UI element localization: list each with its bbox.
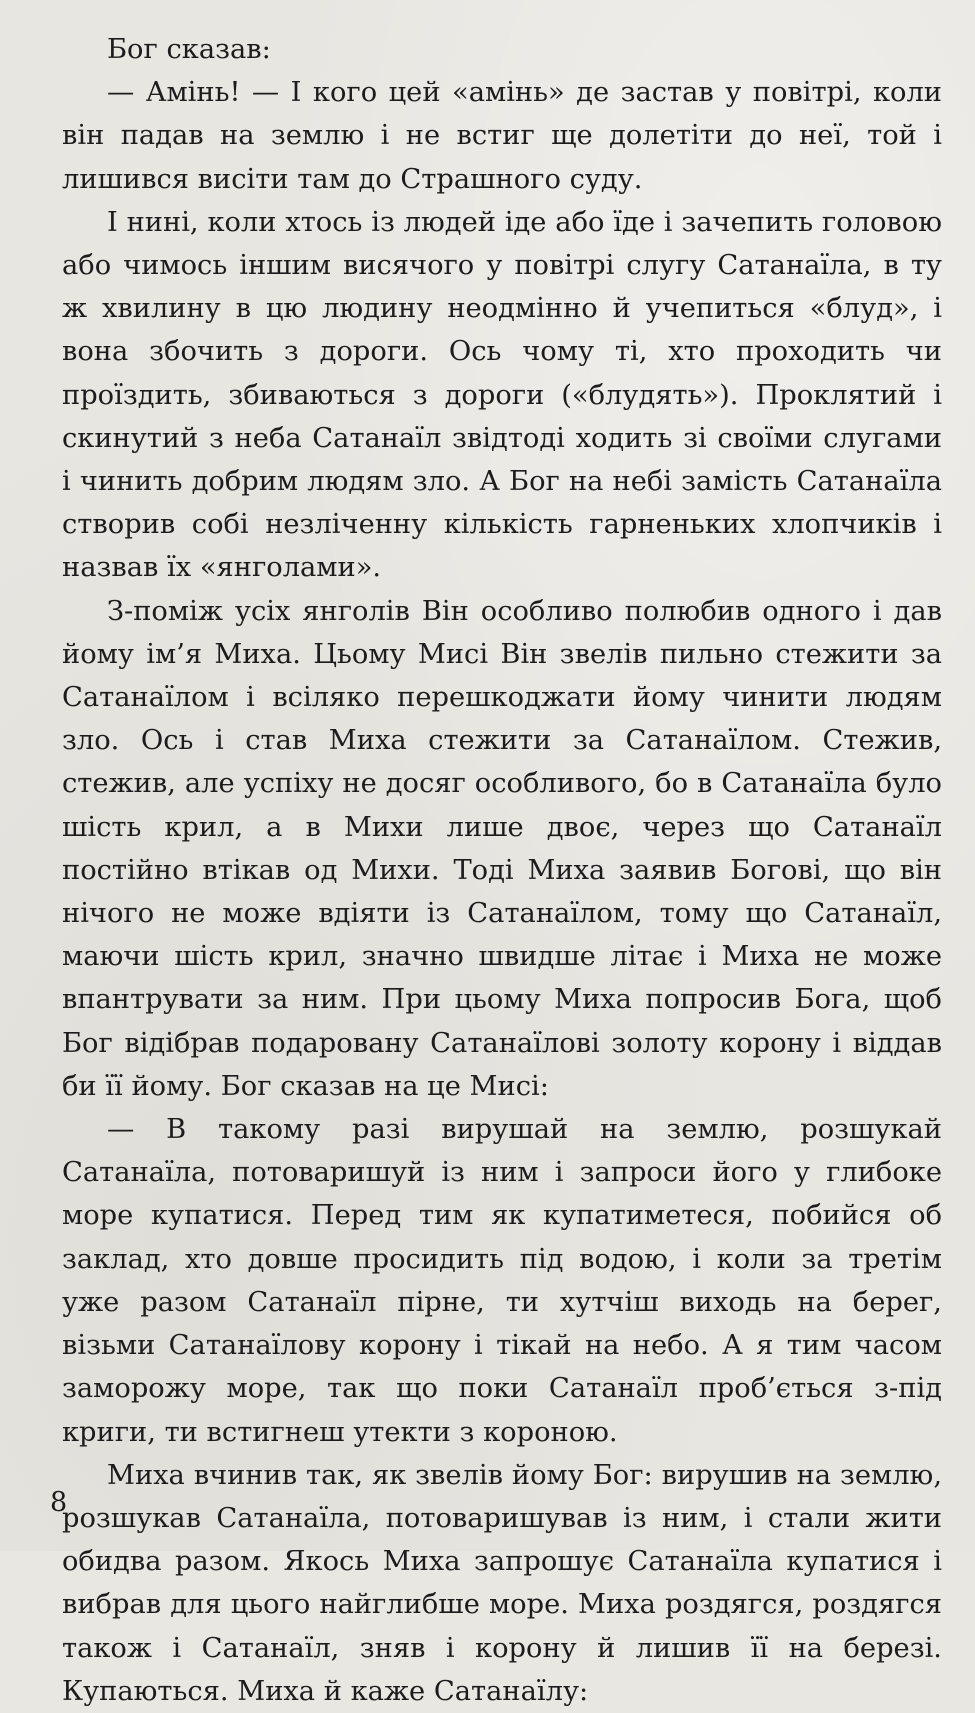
paragraph: — Амінь! — І кого цей «амінь» де застав у повітрі, коли він падав на землю і не встиг ще долетіти до неї, той і лишився висіти там до Страшного суду. — [62, 77, 942, 195]
paragraph: І нині, коли хтось із людей іде або їде і зачепить головою або чимось іншим висячого у повітрі слугу Сатанаїла, в ту ж хвилину в цю людину неодмінно й учепиться «блуд», і вона збочить з дороги. Ось чому ті, хто проходить чи проїздить, збиваються з дороги («блудять»). Проклятий і скинутий з неба Сатанаїл звідтоді ходить зі своїми слугами і чинить добрим людям зло. А Бог на небі замість Сатанаїла створив собі незліченну кількість гарненьких хлопчиків і назвав їх «янголами». — [62, 206, 942, 584]
paragraph: Бог сказав: — [107, 34, 271, 65]
page-number: 8 — [50, 1487, 68, 1518]
paragraph: Миха вчинив так, як звелів йому Бог: вирушив на землю, розшукав Сатанаїла, потоваришував із ним, і стали жити обидва разом. Якось Миха запрошує Сатанаїла купатися і вибрав для цього найглибше море. Миха роздягся, роздягся також і Сатанаїл, зняв і корону й лишив її на березі. Купаються. Миха й каже Сатанаїлу: — [62, 1459, 942, 1707]
body-text — [62, 28, 942, 1713]
paragraph: З-поміж усіх янголів Він особливо полюбив одного і дав йому ім’я Миха. Цьому Мисі Він звелів пильно стежити за Сатанаїлом і всіляко перешкоджати йому чинити людям зло. Ось і став Миха стежити за Сатанаїлом. Стежив, стежив, але успіху не досяг особливого, бо в Сатанаїла було шість крил, а в Михи лише двоє, через що Сатанаїл постійно втікав од Михи. Тоді Миха заявив Богові, що він нічого не може вдіяти із Сатанаїлом, тому що Сатанаїл, маючи шість крил, значно швидше літає і Миха не може впантрувати за ним. При цьому Миха попросив Бога, щоб Бог відібрав подаровану Сатанаїлові золоту корону і віддав би її йому. Бог сказав на це Мисі: — [62, 595, 942, 1102]
paragraph: — В такому разі вирушай на землю, розшукай Сатанаїла, потоваришуй із ним і запроси його у глибоке море купатися. Перед тим як купатиметеся, побийся об заклад, хто довше просидить під водою, і коли за третім уже разом Сатанаїл пірне, ти хутчіш виходь на берег, візьми Сатанаїлову корону і тікай на небо. А я тим часом заморожу море, так що поки Сатанаїл проб’ється з-під криги, ти встигнеш утекти з короною. — [62, 1114, 942, 1448]
